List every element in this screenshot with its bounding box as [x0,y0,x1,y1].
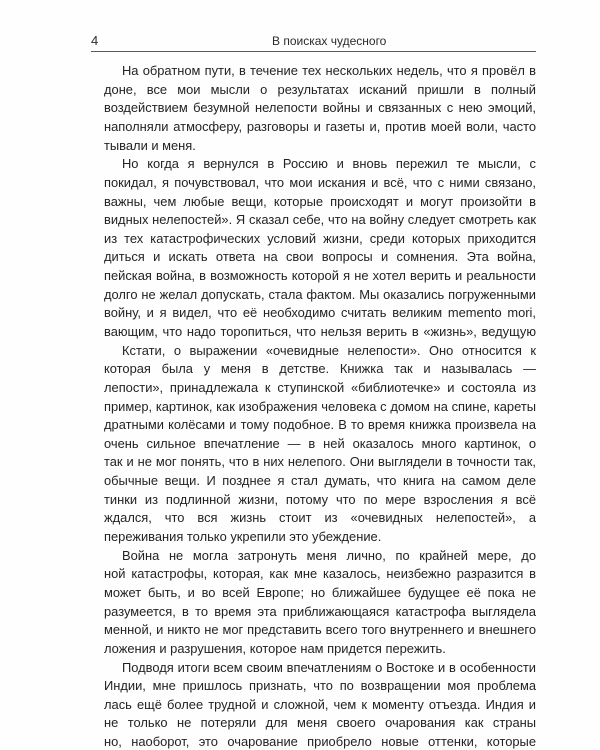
text-line: воздействием безумной нелепости войны и связанных с нею эмоций, [104,100,536,116]
text-line: может быть, и во всей Европе; но ближайшее будущее её пока не [104,584,536,600]
text-line: ждался, что вся жизнь стоит из «очевидных нелепостей», а [104,510,536,526]
text-line: Индии, мне пришлось признать, что по возвращении моя проблема [104,678,536,694]
text-line: пример, картинок, как изображения человека с домом на спине, кареты [104,398,536,414]
text-line: Но когда я вернулся в Россию и вновь пережил те мысли, с [122,156,536,172]
text-line: покидал, я почувствовал, что мои искания и всё, что с ними связано, [104,174,536,190]
text-line: очень сильное впечатление — в ней оказалось много картинок, о [104,435,536,451]
text-line: войну, и я видел, что её необходимо считать великим memento mori, [104,305,536,321]
text-line: обычные вещи. И позднее я стал думать, что книга на самом деле [104,473,536,489]
text-line: тинки из подлинной жизни, потому что по мере взросления я всё [104,491,536,507]
text-line: Кстати, о выражении «очевидные нелепости». Оно относится к [122,342,536,358]
text-line: переживания только укрепили это убеждение. [104,529,382,545]
text-line: вающим, что надо торопиться, что нельзя верить в «жизнь», ведущую [104,323,536,339]
text-line: диться и искать ответа на свои вопросы и сомнения. Эта войнa, [104,249,536,265]
text-line: доне, все мои мысли о результатах исканий пришли в полный [104,81,536,97]
text-line: из тех катастрофических условий жизни, среди которых приходится [104,230,536,246]
text-line: пейская война, в возможность которой я не хотел верить и реальности [104,268,536,284]
text-line: ной катастрофы, которая, как мне казалось, неизбежно разразится в [104,566,536,582]
text-line: важны, чем любые вещи, которые происходят и могут произойти в [104,193,536,209]
text-line: Подводя итоги всем своим впечатлениям о Востоке и в особенности [122,659,536,675]
text-line: разумеется, в то время эта приближающаяся катастрофа выглядела [104,603,536,619]
page-number: 4 [91,33,99,48]
text-line: лась ещё более трудной и сложной, чем к моменту отъезда. Индия и [104,696,536,712]
running-title: В поисках чудесного [272,34,387,48]
text-line: долго не желал допускать, стала фактом. Мы оказались погруженными [104,286,536,302]
text-line: менной, и никто не мог представить всего того внутреннего и внешнего [104,622,536,638]
text-line: так и не мог понять, что в них нелепого. Они выглядели в точности так, [104,454,536,470]
text-line: видных нелепостей». Я сказал себе, что на войну следует смотреть как [104,212,536,228]
text-line: не только не потеряли для меня своего очарования как страны [104,715,536,731]
text-line: которая была у меня в детстве. Книжка так и называлась — [104,361,536,377]
body-text [104,62,536,750]
text-line: тывали и меня. [104,137,196,153]
text-line: наполняли атмосферу, разговоры и газеты и, против моей воли, часто [104,118,536,134]
text-line: На обратном пути, в течение тех нескольких недель, что я провёл в [122,63,536,78]
text-line: ложения и разрушения, которое нам придется пережить. [104,640,446,656]
text-line: лепости», принадлежала к ступинской «библиотечке» и состояла из [104,379,536,395]
text-line: Война не могла затронуть меня лично, по крайней мере, до [122,547,536,563]
header-rule [91,51,536,52]
text-line: но, наоборот, это очарование приобрело новые оттенки, которые [104,734,536,750]
text-line: дратными колёсами и тому подобное. В то время книжка произвела на [104,417,536,433]
